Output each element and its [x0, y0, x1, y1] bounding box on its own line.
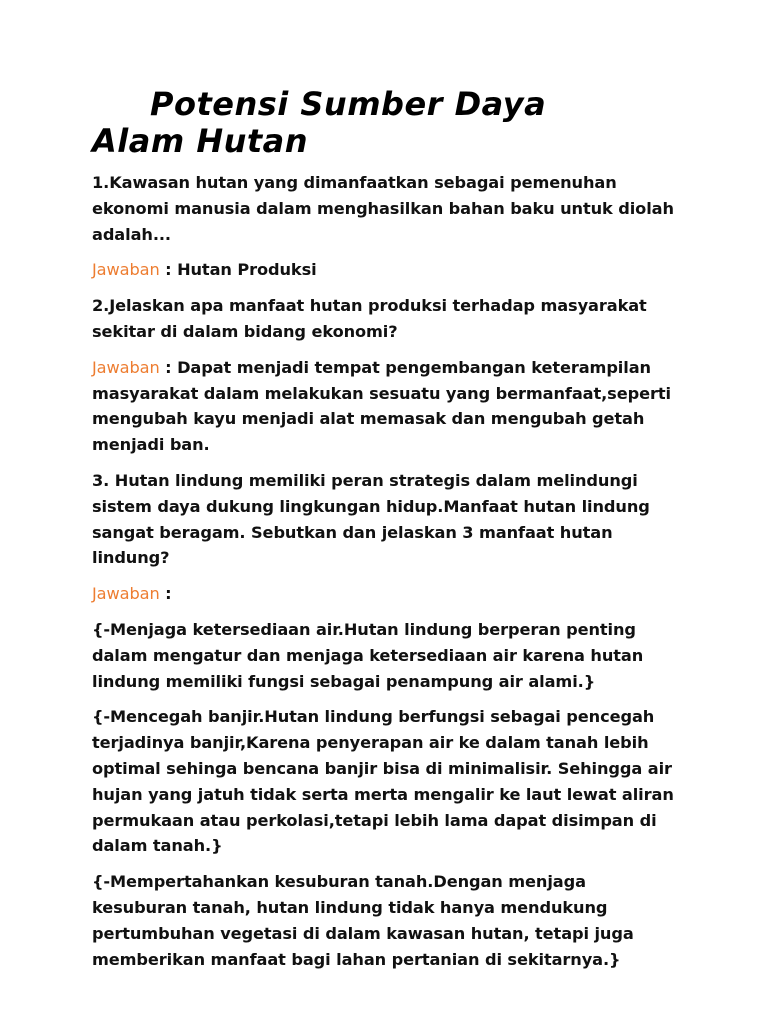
- document-page: [92, 86, 682, 982]
- answer-3-point-1: {-Menjaga ketersediaan air.Hutan lindung berperan penting dalam mengatur dan menjaga ketersediaan air karena hutan lindung memiliki fungsi sebagai penampung air alami.}: [92, 619, 644, 691]
- answer-3-point-3: {-Mempertahankan kesuburan tanah.Dengan menjaga kesuburan tanah, hutan lindung tidak hanya mendukung pertumbuhan vegetasi di dalam kawasan hutan, tetapi juga memberikan manfaat bagi lahan pertanian di sekitarnya.}: [92, 872, 634, 969]
- answer-3-point-2: {-Mencegah banjir.Hutan lindung berfungsi sebagai pencegah terjadinya banjir,Karena penyerapan air ke dalam tanah lebih optimal sehinga bencana banjir bisa di minimalisir. Sehingga air hujan yang jatuh tidak serta merta mengalir ke laut lewat aliran permukaan atau perkolasi,tetapi lebih lama dapat disimpan di dalam tanah.}: [92, 707, 674, 856]
- answer-colon: :: [159, 357, 178, 377]
- answer-2: [92, 355, 682, 458]
- answer-2-text: Dapat menjadi tempat pengembangan keterampilan masyarakat dalam melakukan sesuatu yang bermanfaat,seperti mengubah kayu menjadi alat memasak dan mengubah getah menjadi ban.: [92, 357, 671, 455]
- question-2: 2.Jelaskan apa manfaat hutan produksi terhadap masyarakat sekitar di dalam bidang ekonomi?: [92, 296, 647, 341]
- document-title: [92, 86, 682, 160]
- title-line-2: Alam Hutan: [92, 122, 309, 160]
- answer-1-text: Hutan Produksi: [177, 260, 317, 280]
- answer-3: [92, 581, 682, 607]
- answer-label: Jawaban: [92, 584, 160, 604]
- answer-1: [92, 257, 682, 283]
- question-3: 3. Hutan lindung memiliki peran strategis dalam melindungi sistem daya dukung lingkungan hidup.Manfaat hutan lindung sangat beragam. Sebutkan dan jelaskan 3 manfaat hutan lindung?: [92, 470, 650, 568]
- title-line-1: Potensi Sumber Daya: [150, 85, 547, 123]
- answer-colon: :: [159, 260, 178, 280]
- answer-label: Jawaban: [92, 357, 160, 377]
- question-1: 1.Kawasan hutan yang dimanfaatkan sebagai pemenuhan ekonomi manusia dalam menghasilkan bahan baku untuk diolah adalah...: [92, 173, 674, 244]
- answer-colon: :: [159, 584, 172, 604]
- answer-label: Jawaban: [92, 260, 160, 280]
